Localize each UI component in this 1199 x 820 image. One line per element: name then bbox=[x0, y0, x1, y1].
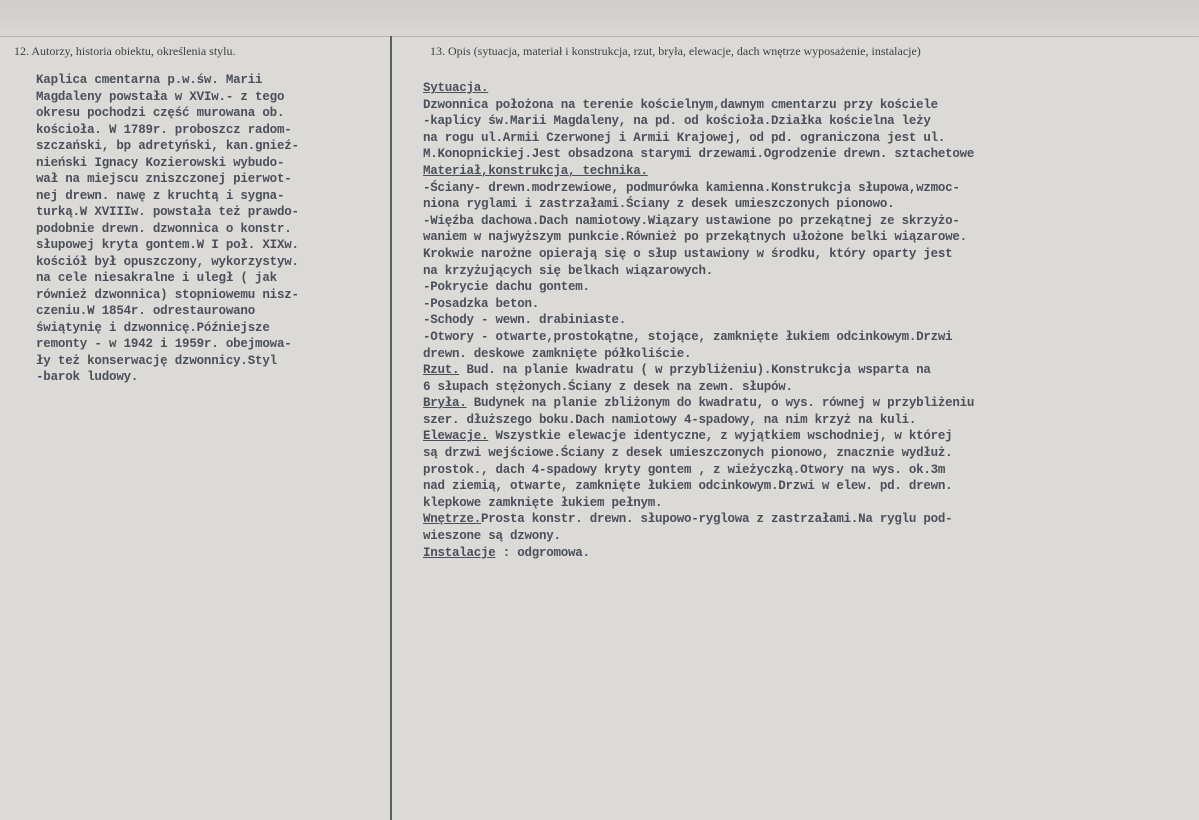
description-line bbox=[423, 263, 1183, 280]
column-divider bbox=[390, 36, 392, 820]
description-text-run: na rogu ul.Armii Czerwonej i Armii Krajowej, od pd. ograniczona jest ul. bbox=[423, 130, 946, 145]
description-text-run: na krzyżujących się belkach wiązarowych. bbox=[423, 263, 714, 278]
description-text-run: Bud. na planie kwadratu ( w przybliżeniu).Konstrukcja wsparta na bbox=[459, 363, 931, 378]
history-line: turką.W XVIIIw. powstała też prawdo- bbox=[36, 205, 299, 219]
section-heading: Rzut. bbox=[423, 363, 460, 378]
description-text-run: -Ściany- drewn.modrzewiowe, podmurówka kamienna.Konstrukcja słupowa,wzmoc- bbox=[423, 180, 960, 195]
description-line bbox=[423, 395, 1183, 412]
history-line: również dzwonnica) stopniowemu nisz- bbox=[36, 287, 299, 302]
description-text-run: Budynek na planie zbliżonym do kwadratu, o wys. równej w przybliżeniu bbox=[466, 396, 975, 411]
description-text-run: -Więźba dachowa.Dach namiotowy.Wiązary ustawione po przekątnej ze skrzyżo- bbox=[423, 213, 960, 228]
description-line bbox=[423, 412, 1183, 429]
history-line: świątynię i dzwonnicę.Późniejsze bbox=[36, 320, 270, 335]
history-line: okresu pochodzi część murowana ob. bbox=[36, 106, 285, 120]
section-13-header: 13. Opis (sytuacja, materiał i konstrukcja, rzut, bryła, elewacje, dach wnętrze wyposażenie, instalacje) bbox=[430, 44, 921, 58]
description-line bbox=[423, 312, 1183, 329]
description-line bbox=[423, 478, 1183, 495]
description-line bbox=[423, 80, 1183, 97]
history-line: kościół był opuszczony, wykorzystyw. bbox=[36, 254, 299, 269]
card-top-edge bbox=[0, 0, 1199, 36]
description-text-run: waniem w najwyższym punkcie.Również po przekątnych ułożone belki wiązarowe. bbox=[423, 230, 967, 245]
section-12-header: 12. Autorzy, historia obiektu, określenia stylu. bbox=[14, 44, 236, 58]
description-text-run: klepkowe zamknięte łukiem pełnym. bbox=[423, 495, 663, 510]
history-line: Kaplica cmentarna p.w.św. Marii bbox=[36, 73, 263, 87]
description-text-run: Dzwonnica położona na terenie kościelnym,dawnym cmentarzu przy kościele bbox=[423, 97, 938, 112]
description-text-run: drewn. deskowe zamknięte półkoliście. bbox=[423, 346, 692, 361]
description-text-run: -Schody - wewn. drabiniaste. bbox=[423, 313, 627, 328]
description-text-run: Wszystkie elewacje identyczne, z wyjątkiem wschodniej, w której bbox=[488, 429, 953, 444]
description-text-run: Krokwie narożne opierają się o słup ustawiony w środku, który oparty jest bbox=[423, 246, 953, 261]
description-line bbox=[423, 445, 1183, 462]
description-text-run: są drzwi wejściowe.Ściany z desek umieszczonych pionowo, znacznie wydłuż. bbox=[423, 446, 953, 461]
description-line bbox=[423, 428, 1183, 445]
description-line bbox=[423, 229, 1183, 246]
history-line: szczański, bp adretyński, kan.gnieź- bbox=[36, 139, 299, 153]
history-line: nieński Ignacy Kozierowski wybudo- bbox=[36, 155, 285, 170]
history-line: -barok ludowy. bbox=[36, 370, 139, 384]
description-text-run: niona ryglami i zastrzałami.Ściany z desek umieszczonych pionowo. bbox=[423, 197, 895, 212]
description-line bbox=[423, 329, 1183, 346]
history-line: czeniu.W 1854r. odrestaurowano bbox=[36, 304, 256, 318]
description-text-run: M.Konopnickiej.Jest obsadzona starymi drzewami.Ogrodzenie drewn. sztachetowe bbox=[423, 147, 975, 162]
description-text-run: szer. dłuższego boku.Dach namiotowy 4-spadowy, na nim krzyż na kuli. bbox=[423, 412, 917, 427]
section-heading: Bryła. bbox=[423, 396, 467, 411]
description-line bbox=[423, 379, 1183, 396]
description-line bbox=[423, 246, 1183, 263]
history-line: wał na miejscu zniszczonej pierwot- bbox=[36, 172, 292, 186]
description-text-run: -Posadzka beton. bbox=[423, 296, 540, 311]
description-line bbox=[423, 163, 1183, 180]
history-line: ły też konserwację dzwonnicy.Styl bbox=[36, 353, 277, 368]
description-text-run: 6 słupach stężonych.Ściany z desek na zewn. słupów. bbox=[423, 379, 793, 394]
history-line: nej drewn. nawę z kruchtą i sygna- bbox=[36, 188, 285, 203]
section-heading: Materiał,konstrukcja, technika. bbox=[423, 163, 648, 178]
description-line bbox=[423, 296, 1183, 313]
history-line: kościoła. W 1789r. proboszcz radom- bbox=[36, 122, 292, 137]
description-text-run: nad ziemią, otwarte, zamknięte łukiem odcinkowym.Drzwi w elew. pd. drewn. bbox=[423, 479, 953, 494]
description-line bbox=[423, 113, 1183, 130]
description-line bbox=[423, 97, 1183, 114]
description-text-run: -kaplicy św.Marii Magdaleny, na pd. od kościoła.Działka kościelna leży bbox=[423, 114, 931, 129]
description-line bbox=[423, 130, 1183, 147]
history-line: na cele niesakralne i uległ ( jak bbox=[36, 271, 277, 285]
description-line bbox=[423, 511, 1183, 528]
description-line bbox=[423, 180, 1183, 197]
description-line bbox=[423, 362, 1183, 379]
header-rule bbox=[0, 36, 1199, 37]
description-line bbox=[423, 462, 1183, 479]
history-line: podobnie drewn. dzwonnica o konstr. bbox=[36, 221, 292, 236]
history-line: Magdaleny powstała w XVIw.- z tego bbox=[36, 89, 285, 104]
description-text-run: -Otwory - otwarte,prostokątne, stojące, zamknięte łukiem odcinkowym.Drzwi bbox=[423, 329, 953, 344]
description-line bbox=[423, 213, 1183, 230]
section-heading: Wnętrze. bbox=[423, 512, 482, 527]
section-heading: Sytuacja. bbox=[423, 81, 489, 95]
description-line bbox=[423, 346, 1183, 363]
history-text bbox=[36, 72, 381, 386]
description-line bbox=[423, 196, 1183, 213]
section-heading: Instalacje bbox=[423, 545, 496, 560]
description-text-run: prostok., dach 4-spadowy kryty gontem , z wieżyczką.Otwory na wys. ok.3m bbox=[423, 462, 946, 477]
description-text-run: wieszone są dzwony. bbox=[423, 529, 561, 544]
description-text-run: -Pokrycie dachu gontem. bbox=[423, 280, 590, 295]
history-line: remonty - w 1942 i 1959r. obejmowa- bbox=[36, 337, 292, 351]
description-line bbox=[423, 545, 1183, 562]
description-line bbox=[423, 146, 1183, 163]
description-text-run: Prosta konstr. drewn. słupowo-ryglowa z zastrzałami.Na ryglu pod- bbox=[481, 512, 953, 527]
description-line bbox=[423, 279, 1183, 296]
section-heading: Elewacje. bbox=[423, 429, 489, 444]
description-line bbox=[423, 495, 1183, 512]
description-text bbox=[423, 80, 1183, 561]
description-text-run: : odgromowa. bbox=[495, 545, 590, 560]
history-line: słupowej kryta gontem.W I poł. XIXw. bbox=[36, 238, 299, 252]
description-line bbox=[423, 528, 1183, 545]
